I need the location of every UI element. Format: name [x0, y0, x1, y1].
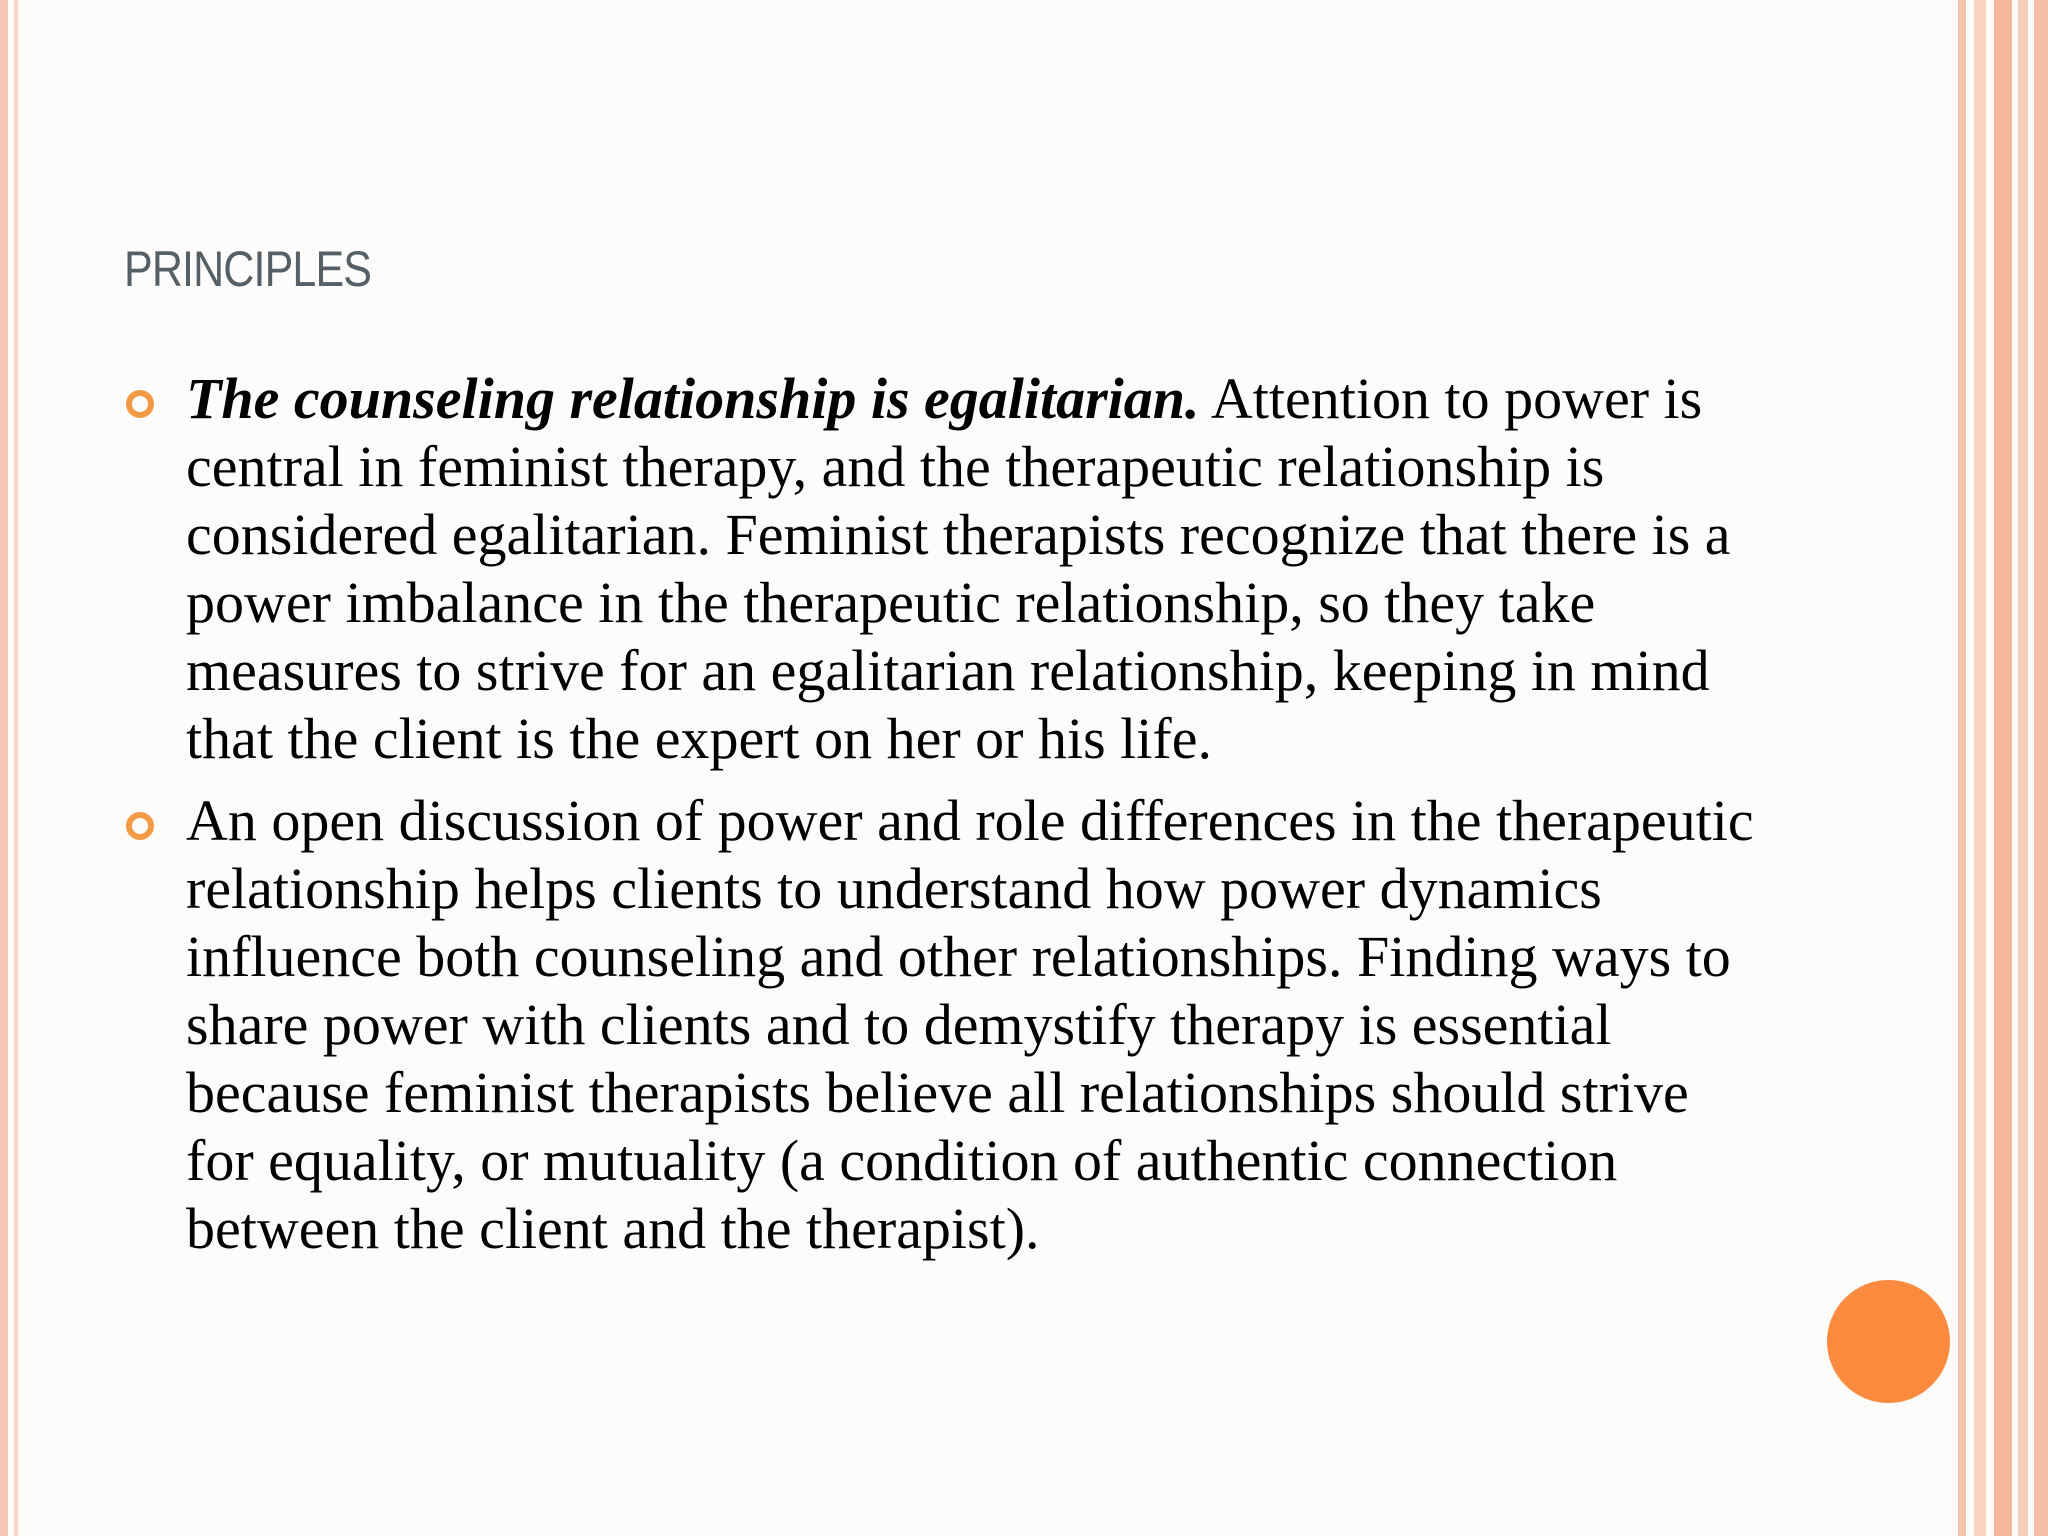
right-accent-stripe — [1994, 0, 2012, 1536]
decorative-orange-circle — [1827, 1280, 1950, 1403]
left-accent-stripe — [0, 0, 8, 1536]
left-accent-stripe-thin — [14, 0, 18, 1536]
bullet-body: An open discussion of power and role differences in the therapeutic relationship helps clients to understand how power dynamics influence both counseling and other relationships. Finding ways to share power with clients and to demystify therapy is essential because feminist therapists believe all relationships should strive for equality, or mutuality (a condition of authentic connection between the client and the therapist). — [186, 788, 1754, 1261]
right-accent-stripe — [2018, 0, 2028, 1536]
right-accent-stripe — [1974, 0, 1986, 1536]
slide-title: PRINCIPLES — [124, 241, 372, 297]
bullet-item — [124, 787, 1764, 1263]
right-accent-stripe — [1958, 0, 1966, 1536]
bullet-item — [124, 365, 1764, 773]
bullet-list — [124, 365, 1764, 1277]
right-accent-stripe — [2034, 0, 2048, 1536]
bullet-text — [186, 787, 1764, 1263]
bullet-body: Attention to power is central in feminist therapy, and the therapeutic relationship is considered egalitarian. Feminist therapists recognize that there is a power imbalance in the therapeutic relationship, so they take measures to strive for an egalitarian relationship, keeping in mind that the client is the expert on her or his life. — [186, 366, 1731, 771]
circle-bullet-icon — [126, 390, 154, 418]
bullet-text — [186, 365, 1764, 773]
circle-bullet-icon — [126, 812, 154, 840]
bullet-lead: The counseling relationship is egalitarian. — [186, 366, 1200, 431]
